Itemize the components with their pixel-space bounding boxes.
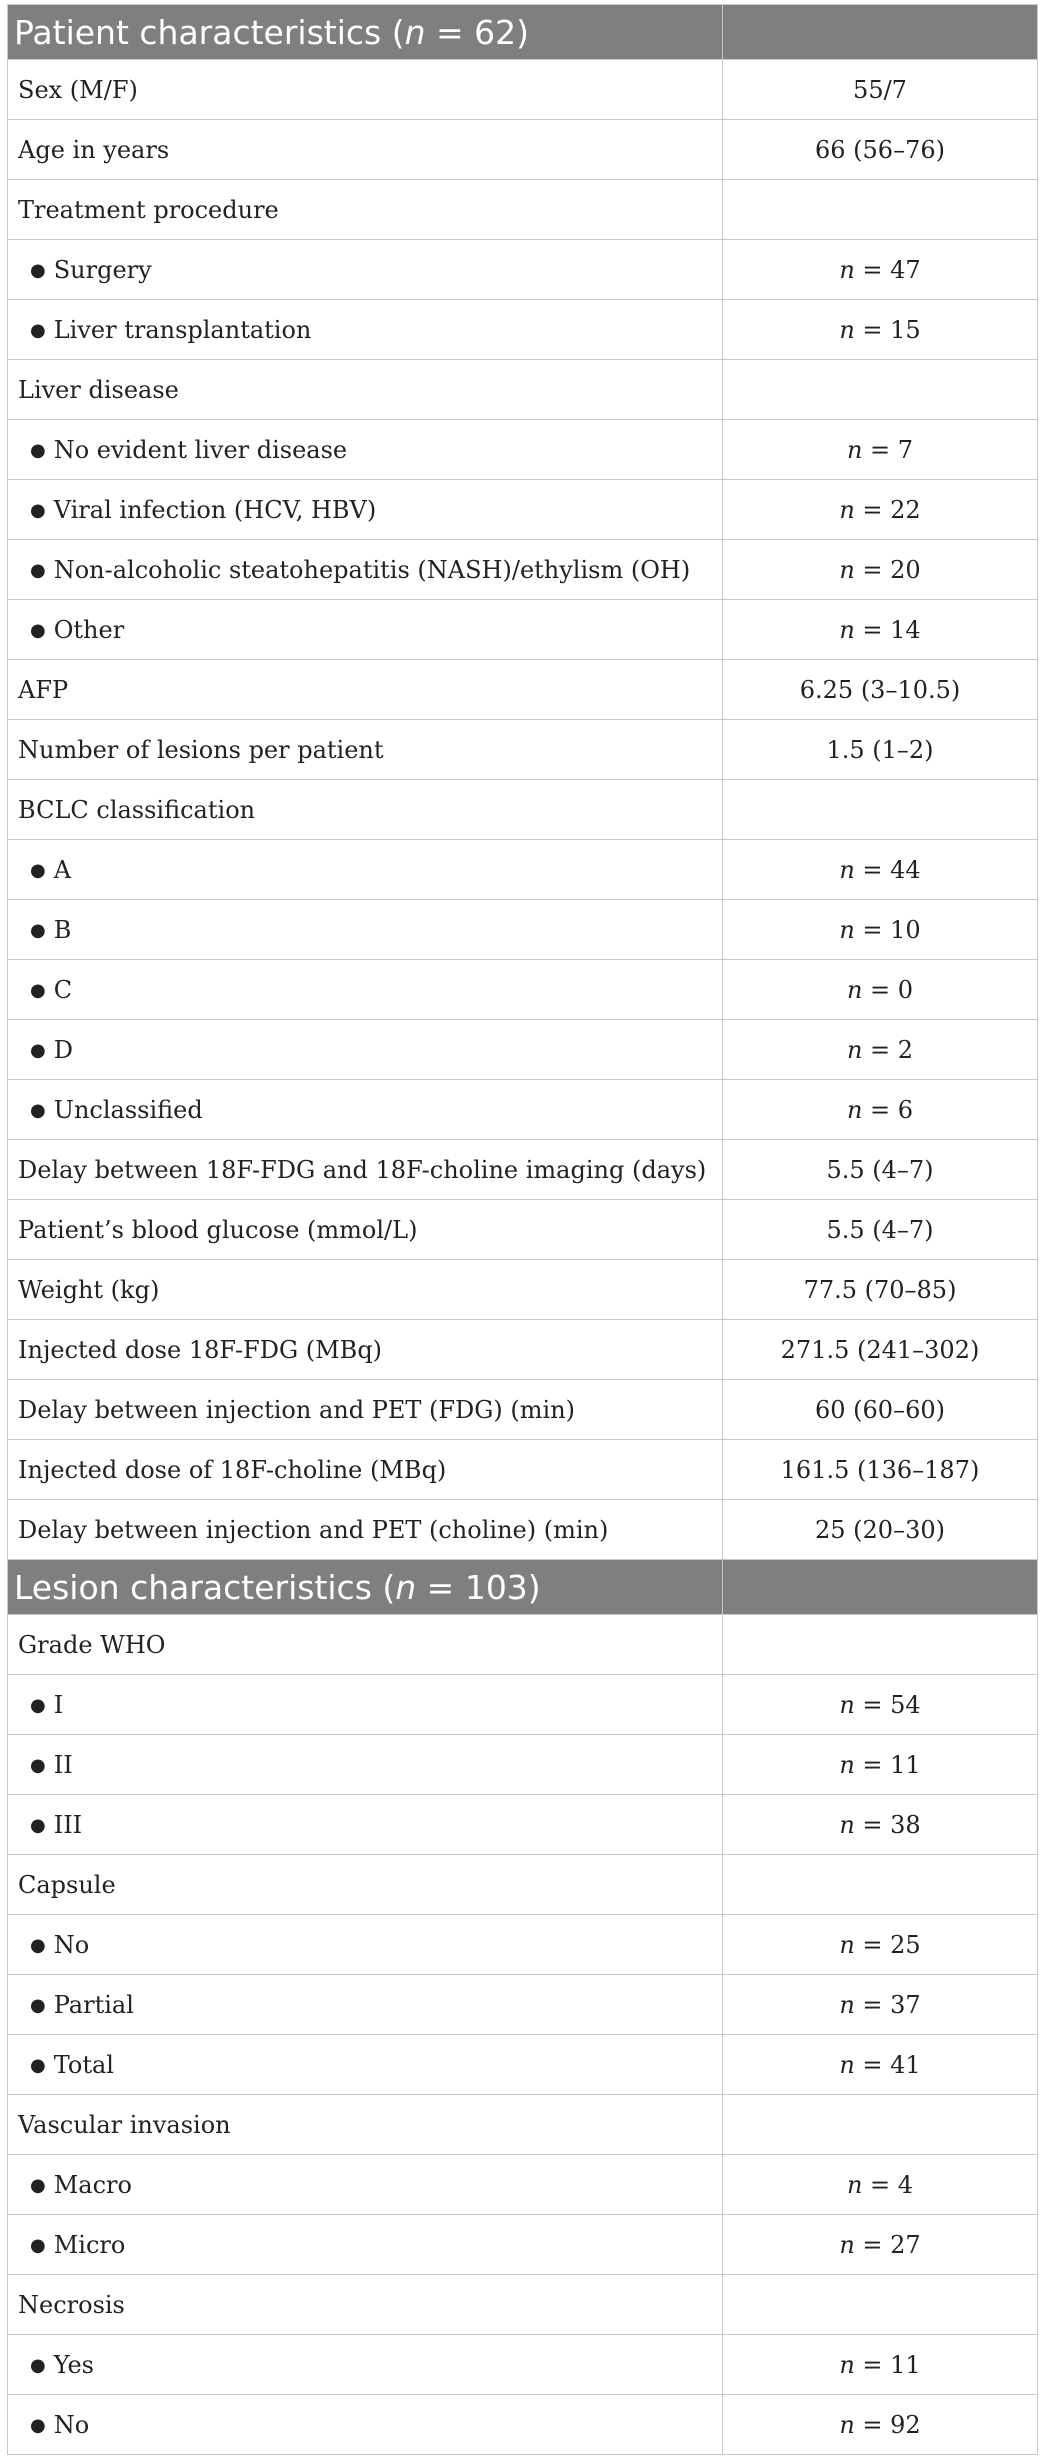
bullet-icon: ● (30, 499, 46, 521)
row-label (8, 1260, 723, 1320)
row-value (723, 1915, 1038, 1975)
row-label-text: BCLC classification (18, 795, 256, 824)
row-label (8, 60, 723, 120)
row-label (8, 1140, 723, 1200)
row-value (723, 2155, 1038, 2215)
row-value-text: 66 (56–76) (815, 135, 945, 164)
section-header-empty-cell (723, 1560, 1038, 1615)
bullet-icon: ● (30, 979, 46, 1001)
row-label-text: Surgery (53, 255, 152, 284)
row-value (723, 1675, 1038, 1735)
n-symbol: n (839, 2230, 855, 2259)
n-symbol: n (839, 915, 855, 944)
patient-section-header (8, 5, 1038, 60)
row-value (723, 1615, 1038, 1675)
n-symbol: n (839, 855, 855, 884)
row-value (723, 2335, 1038, 2395)
n-symbol: n (839, 1690, 855, 1719)
n-symbol: n (839, 2410, 855, 2439)
bullet-icon: ● (30, 919, 46, 941)
row-value (723, 1020, 1038, 1080)
row-label-text: No evident liver disease (53, 435, 348, 464)
table-row (8, 780, 1038, 840)
row-label-text: Other (53, 615, 125, 644)
n-symbol: n (839, 1990, 855, 2019)
table-row (8, 1500, 1038, 1560)
table-row (8, 660, 1038, 720)
row-label (8, 2395, 723, 2455)
row-label (8, 300, 723, 360)
bullet-icon: ● (30, 2414, 46, 2436)
section-title (8, 5, 723, 60)
table-row (8, 1735, 1038, 1795)
row-label-text: Sex (M/F) (18, 75, 138, 104)
row-label-text: Injected dose 18F-FDG (MBq) (18, 1335, 383, 1364)
row-label (8, 1200, 723, 1260)
n-symbol: n (839, 615, 855, 644)
section-title (8, 1560, 723, 1615)
row-label (8, 1915, 723, 1975)
row-label-text: Weight (kg) (18, 1275, 160, 1304)
row-value (723, 900, 1038, 960)
characteristics-table (7, 4, 1038, 2455)
row-value-text: = 37 (854, 1990, 921, 2019)
row-value (723, 1080, 1038, 1140)
row-value (723, 1320, 1038, 1380)
bullet-icon: ● (30, 2234, 46, 2256)
row-label-text: B (53, 915, 72, 944)
n-symbol: n (846, 2170, 863, 2199)
bullet-icon: ● (30, 619, 46, 641)
row-value-text: = 41 (854, 2050, 921, 2079)
row-label-text: Age in years (18, 135, 170, 164)
bullet-icon: ● (30, 1039, 46, 1061)
row-value (723, 1200, 1038, 1260)
row-label (8, 240, 723, 300)
row-label-text: Non-alcoholic steatohepatitis (NASH)/ethylism (OH) (53, 555, 691, 584)
table-row (8, 2275, 1038, 2335)
row-label-text: Vascular invasion (18, 2110, 231, 2139)
row-value-text: 161.5 (136–187) (780, 1455, 980, 1484)
row-value (723, 2395, 1038, 2455)
row-label (8, 1975, 723, 2035)
table-row (8, 1795, 1038, 1855)
row-label-text: Liver transplantation (53, 315, 312, 344)
row-label (8, 360, 723, 420)
n-symbol: n (839, 1810, 855, 1839)
row-value-text: 25 (20–30) (815, 1515, 945, 1544)
row-value-text: = 15 (854, 315, 921, 344)
section-header-empty-cell (723, 5, 1038, 60)
table-row (8, 1915, 1038, 1975)
row-label (8, 1320, 723, 1380)
n-symbol: n (846, 435, 863, 464)
table-row (8, 2095, 1038, 2155)
row-label (8, 2155, 723, 2215)
row-label (8, 1500, 723, 1560)
table-row (8, 720, 1038, 780)
table-row (8, 60, 1038, 120)
row-value (723, 780, 1038, 840)
bullet-icon: ● (30, 439, 46, 461)
row-value (723, 480, 1038, 540)
row-label-text: Unclassified (53, 1095, 203, 1124)
n-symbol: n (839, 2350, 855, 2379)
section-title-prefix: Patient characteristics ( (14, 12, 405, 52)
table-row (8, 1260, 1038, 1320)
row-value-text: = 20 (854, 555, 921, 584)
row-value (723, 2095, 1038, 2155)
row-label (8, 2035, 723, 2095)
n-symbol: n (839, 1750, 855, 1779)
table-row (8, 120, 1038, 180)
table-row (8, 360, 1038, 420)
row-label-text: Liver disease (18, 375, 179, 404)
row-value (723, 1855, 1038, 1915)
row-label (8, 2275, 723, 2335)
row-label-text: Yes (53, 2350, 94, 2379)
row-value (723, 1500, 1038, 1560)
row-value (723, 1975, 1038, 2035)
section-title-n: n (404, 12, 426, 52)
bullet-icon: ● (30, 319, 46, 341)
row-value-text: = 38 (854, 1810, 921, 1839)
row-label-text: Delay between 18F-FDG and 18F-choline imaging (days) (18, 1155, 707, 1184)
row-value-text: = 6 (862, 1095, 914, 1124)
row-label-text: II (53, 1750, 73, 1779)
row-value (723, 240, 1038, 300)
row-value (723, 1440, 1038, 1500)
bullet-icon: ● (30, 1099, 46, 1121)
table-row (8, 1020, 1038, 1080)
row-value (723, 1140, 1038, 1200)
table-row (8, 1080, 1038, 1140)
row-label-text: A (53, 855, 72, 884)
n-symbol: n (839, 495, 855, 524)
row-label (8, 1855, 723, 1915)
row-label (8, 1615, 723, 1675)
row-value-text: 55/7 (853, 75, 907, 104)
row-value-text: 5.5 (4–7) (826, 1155, 934, 1184)
row-label-text: Grade WHO (18, 1630, 166, 1659)
n-symbol: n (839, 555, 855, 584)
bullet-icon: ● (30, 2354, 46, 2376)
table-row (8, 2155, 1038, 2215)
table-row (8, 600, 1038, 660)
n-symbol: n (839, 2050, 855, 2079)
table-row (8, 960, 1038, 1020)
row-label-text: AFP (18, 675, 69, 704)
row-label-text: III (53, 1810, 83, 1839)
row-label-text: D (53, 1035, 73, 1064)
row-label (8, 720, 723, 780)
row-value (723, 1795, 1038, 1855)
section-title-suffix: = 62) (425, 12, 530, 52)
row-label (8, 1675, 723, 1735)
row-label (8, 840, 723, 900)
row-label (8, 900, 723, 960)
table-row (8, 2335, 1038, 2395)
row-value-text: 77.5 (70–85) (803, 1275, 957, 1304)
row-label-text: Injected dose of 18F-choline (MBq) (18, 1455, 447, 1484)
row-label-text: Patient’s blood glucose (mmol/L) (18, 1215, 418, 1244)
row-value-text: = 0 (862, 975, 914, 1004)
row-value-text: = 10 (854, 915, 921, 944)
row-label-text: Treatment procedure (18, 195, 279, 224)
row-value (723, 1735, 1038, 1795)
row-value-text: = 11 (854, 1750, 921, 1779)
row-label (8, 180, 723, 240)
row-value-text: = 54 (854, 1690, 921, 1719)
row-label (8, 780, 723, 840)
row-value-text: 5.5 (4–7) (826, 1215, 934, 1244)
row-value (723, 2275, 1038, 2335)
table-row (8, 540, 1038, 600)
bullet-icon: ● (30, 1694, 46, 1716)
table-row (8, 840, 1038, 900)
row-value (723, 960, 1038, 1020)
row-value-text: = 2 (862, 1035, 914, 1064)
row-label (8, 2095, 723, 2155)
row-value (723, 420, 1038, 480)
table-row (8, 1140, 1038, 1200)
row-value-text: 6.25 (3–10.5) (799, 675, 961, 704)
row-value (723, 60, 1038, 120)
row-label-text: Macro (53, 2170, 132, 2199)
table-row (8, 300, 1038, 360)
row-label (8, 600, 723, 660)
row-label-text: No (53, 1930, 90, 1959)
row-label (8, 960, 723, 1020)
row-label-text: Total (53, 2050, 114, 2079)
row-value-text: = 44 (854, 855, 921, 884)
n-symbol: n (846, 1035, 863, 1064)
row-label (8, 420, 723, 480)
table-row (8, 1320, 1038, 1380)
row-label (8, 1380, 723, 1440)
bullet-icon: ● (30, 2054, 46, 2076)
row-label-text: I (53, 1690, 64, 1719)
row-label (8, 660, 723, 720)
table-row (8, 480, 1038, 540)
table-row (8, 420, 1038, 480)
row-value-text: = 27 (854, 2230, 921, 2259)
row-label (8, 540, 723, 600)
row-value (723, 120, 1038, 180)
bullet-icon: ● (30, 259, 46, 281)
table-row (8, 240, 1038, 300)
row-value (723, 1380, 1038, 1440)
row-label-text: C (53, 975, 73, 1004)
row-label (8, 1020, 723, 1080)
row-value (723, 600, 1038, 660)
row-value-text: = 7 (862, 435, 914, 464)
table-row (8, 1380, 1038, 1440)
row-value-text: 1.5 (1–2) (826, 735, 934, 764)
row-value-text: = 14 (854, 615, 921, 644)
section-title-n: n (395, 1567, 417, 1607)
row-label-text: Delay between injection and PET (FDG) (min) (18, 1395, 576, 1424)
table-row (8, 180, 1038, 240)
row-value (723, 660, 1038, 720)
row-label (8, 1795, 723, 1855)
row-value-text: = 4 (862, 2170, 914, 2199)
table-row (8, 1975, 1038, 2035)
bullet-icon: ● (30, 2174, 46, 2196)
row-value (723, 840, 1038, 900)
row-value-text: = 47 (854, 255, 921, 284)
row-value (723, 2215, 1038, 2275)
n-symbol: n (839, 1930, 855, 1959)
n-symbol: n (846, 1095, 863, 1124)
row-label (8, 120, 723, 180)
table-row (8, 1855, 1038, 1915)
row-label-text: Number of lesions per patient (18, 735, 384, 764)
row-label-text: No (53, 2410, 90, 2439)
table-row (8, 1440, 1038, 1500)
row-value-text: 271.5 (241–302) (780, 1335, 980, 1364)
bullet-icon: ● (30, 1814, 46, 1836)
row-label-text: Delay between injection and PET (choline) (min) (18, 1515, 609, 1544)
n-symbol: n (839, 255, 855, 284)
row-value (723, 720, 1038, 780)
row-label-text: Viral infection (HCV, HBV) (53, 495, 377, 524)
row-value (723, 2035, 1038, 2095)
row-value (723, 540, 1038, 600)
bullet-icon: ● (30, 859, 46, 881)
table-row (8, 1615, 1038, 1675)
section-title-suffix: = 103) (416, 1567, 541, 1607)
row-label-text: Capsule (18, 1870, 116, 1899)
row-value-text: 60 (60–60) (815, 1395, 945, 1424)
row-label (8, 1440, 723, 1500)
table-row (8, 1200, 1038, 1260)
row-label (8, 2215, 723, 2275)
n-symbol: n (839, 315, 855, 344)
row-value-text: = 25 (854, 1930, 921, 1959)
row-label-text: Micro (53, 2230, 126, 2259)
table-row (8, 1675, 1038, 1735)
bullet-icon: ● (30, 559, 46, 581)
row-label (8, 2335, 723, 2395)
bullet-icon: ● (30, 1754, 46, 1776)
row-value (723, 300, 1038, 360)
bullet-icon: ● (30, 1934, 46, 1956)
row-label (8, 480, 723, 540)
table-row (8, 2035, 1038, 2095)
n-symbol: n (846, 975, 863, 1004)
table-row (8, 2215, 1038, 2275)
row-value (723, 180, 1038, 240)
table-row (8, 900, 1038, 960)
row-value-text: = 22 (854, 495, 921, 524)
row-value-text: = 11 (854, 2350, 921, 2379)
row-value-text: = 92 (854, 2410, 921, 2439)
row-label-text: Necrosis (18, 2290, 125, 2319)
row-label (8, 1080, 723, 1140)
row-label (8, 1735, 723, 1795)
row-value (723, 360, 1038, 420)
row-label-text: Partial (53, 1990, 134, 2019)
table-row (8, 2395, 1038, 2455)
section-title-prefix: Lesion characteristics ( (14, 1567, 396, 1607)
row-value (723, 1260, 1038, 1320)
lesion-section-header (8, 1560, 1038, 1615)
bullet-icon: ● (30, 1994, 46, 2016)
